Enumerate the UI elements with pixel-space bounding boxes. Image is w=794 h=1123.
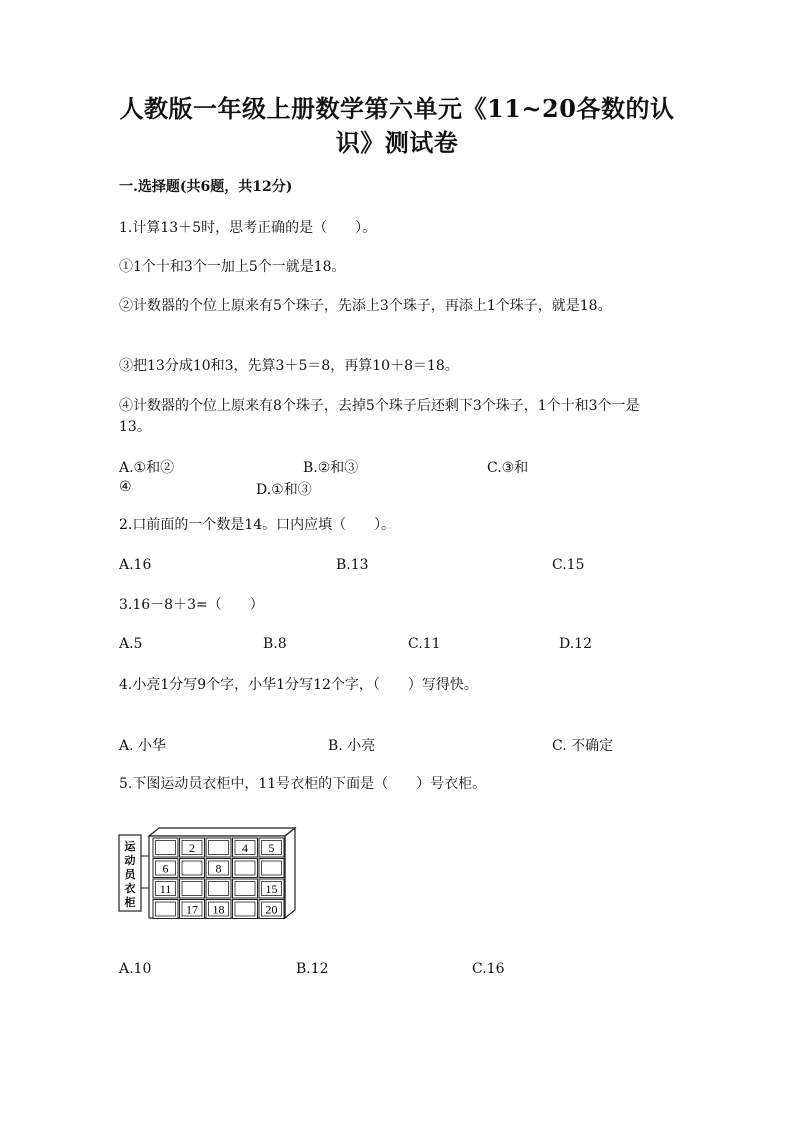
q1-stem: 1.计算13＋5时，思考正确的是（ ）。 — [119, 220, 377, 236]
locker-cell — [233, 838, 258, 857]
locker-number: 6 — [162, 861, 169, 876]
locker-label-char: 柜 — [124, 897, 136, 909]
locker-number: 11 — [159, 882, 172, 896]
locker-cell — [180, 838, 205, 857]
locker-figure — [118, 826, 298, 924]
q4-option-c[interactable]: C. 不确定 — [552, 738, 614, 754]
locker-cell — [153, 838, 178, 857]
locker-label-char: 员 — [124, 869, 136, 881]
q4-option-b[interactable]: B. 小亮 — [328, 738, 376, 754]
q1-statement-1: ①1个十和3个一加上5个一就是18。 — [119, 259, 346, 275]
locker-number: 18 — [212, 902, 225, 917]
locker-label — [125, 839, 137, 909]
q2-stem: 2.口前面的一个数是14。口内应填（ ）。 — [119, 517, 396, 533]
q4-stem: 4.小亮1分写9个字，小华1分写12个字，（ ）写得快。 — [119, 677, 478, 693]
q1-statement-4: ④计数器的个位上原来有8个珠子，去掉5个珠子后还剩下3个珠子，1个十和3个一是13。 — [119, 398, 640, 435]
q3-option-d[interactable]: D.12 — [559, 636, 592, 652]
q1-option-d[interactable]: D.①和③ — [256, 482, 312, 498]
q1-statement-3: ③把13分成10和3，先算3＋5＝8，再算10＋8＝18。 — [119, 358, 459, 374]
q1-option-c-cont: ④ — [119, 479, 132, 495]
q2-option-c[interactable]: C.15 — [552, 557, 585, 573]
q1-statement-2: ②计数器的个位上原来有5个珠子，先添上3个珠子，再添上1个珠子，就是18。 — [119, 298, 612, 314]
q3-stem: 3.16－8＋3=（ ） — [119, 597, 264, 613]
q1-option-b[interactable]: B.②和③ — [303, 460, 359, 476]
q2-option-a[interactable]: A.16 — [119, 557, 152, 573]
q4-option-a[interactable]: A. 小华 — [119, 738, 167, 754]
locker-number: 2 — [189, 841, 195, 855]
q3-option-b[interactable]: B.8 — [263, 636, 287, 652]
q1-option-a[interactable]: A.①和② — [119, 460, 175, 476]
locker-number: 5 — [268, 841, 275, 855]
q5-option-c[interactable]: C.16 — [472, 961, 505, 977]
locker-cell — [233, 879, 258, 898]
locker-number: 15 — [265, 882, 278, 896]
locker-cell — [259, 838, 284, 857]
q3-option-c[interactable]: C.11 — [408, 636, 441, 652]
locker-cell — [206, 900, 231, 919]
locker-cell — [153, 879, 178, 898]
locker-cell — [180, 900, 205, 919]
q3-option-a[interactable]: A.5 — [119, 636, 143, 652]
locker-cell — [233, 900, 258, 919]
locker-cell — [206, 879, 231, 898]
locker-number: 4 — [242, 841, 248, 855]
locker-cell — [206, 838, 231, 857]
section-heading: 一.选择题(共6题，共12分) — [119, 179, 293, 195]
locker-cell — [206, 859, 231, 878]
q1-option-c[interactable]: C.③和 — [487, 460, 529, 476]
locker-cell — [259, 859, 284, 878]
locker-cell — [180, 859, 205, 878]
locker-number: 20 — [265, 902, 278, 917]
q5-stem: 5.下图运动员衣柜中，11号衣柜的下面是（ ）号衣柜。 — [119, 776, 487, 792]
locker-label-char: 动 — [124, 855, 136, 867]
locker-label-char: 运 — [124, 841, 136, 853]
locker-number: 8 — [215, 861, 222, 876]
q5-option-b[interactable]: B.12 — [296, 961, 329, 977]
locker-cell — [153, 900, 178, 919]
locker-number: 17 — [186, 902, 198, 917]
q2-option-b[interactable]: B.13 — [336, 557, 369, 573]
title-line-2: 识》测试卷 — [335, 128, 459, 157]
locker-cell — [180, 879, 205, 898]
locker-cell — [259, 900, 284, 919]
locker-cell — [259, 879, 284, 898]
locker-cell — [233, 859, 258, 878]
q5-option-a[interactable]: A.10 — [119, 961, 152, 977]
title-line-1: 人教版一年级上册数学第六单元《11~20各数的认 — [119, 94, 675, 123]
locker-label-char: 衣 — [124, 883, 136, 895]
locker-cell — [153, 859, 178, 878]
page-title — [100, 92, 694, 160]
